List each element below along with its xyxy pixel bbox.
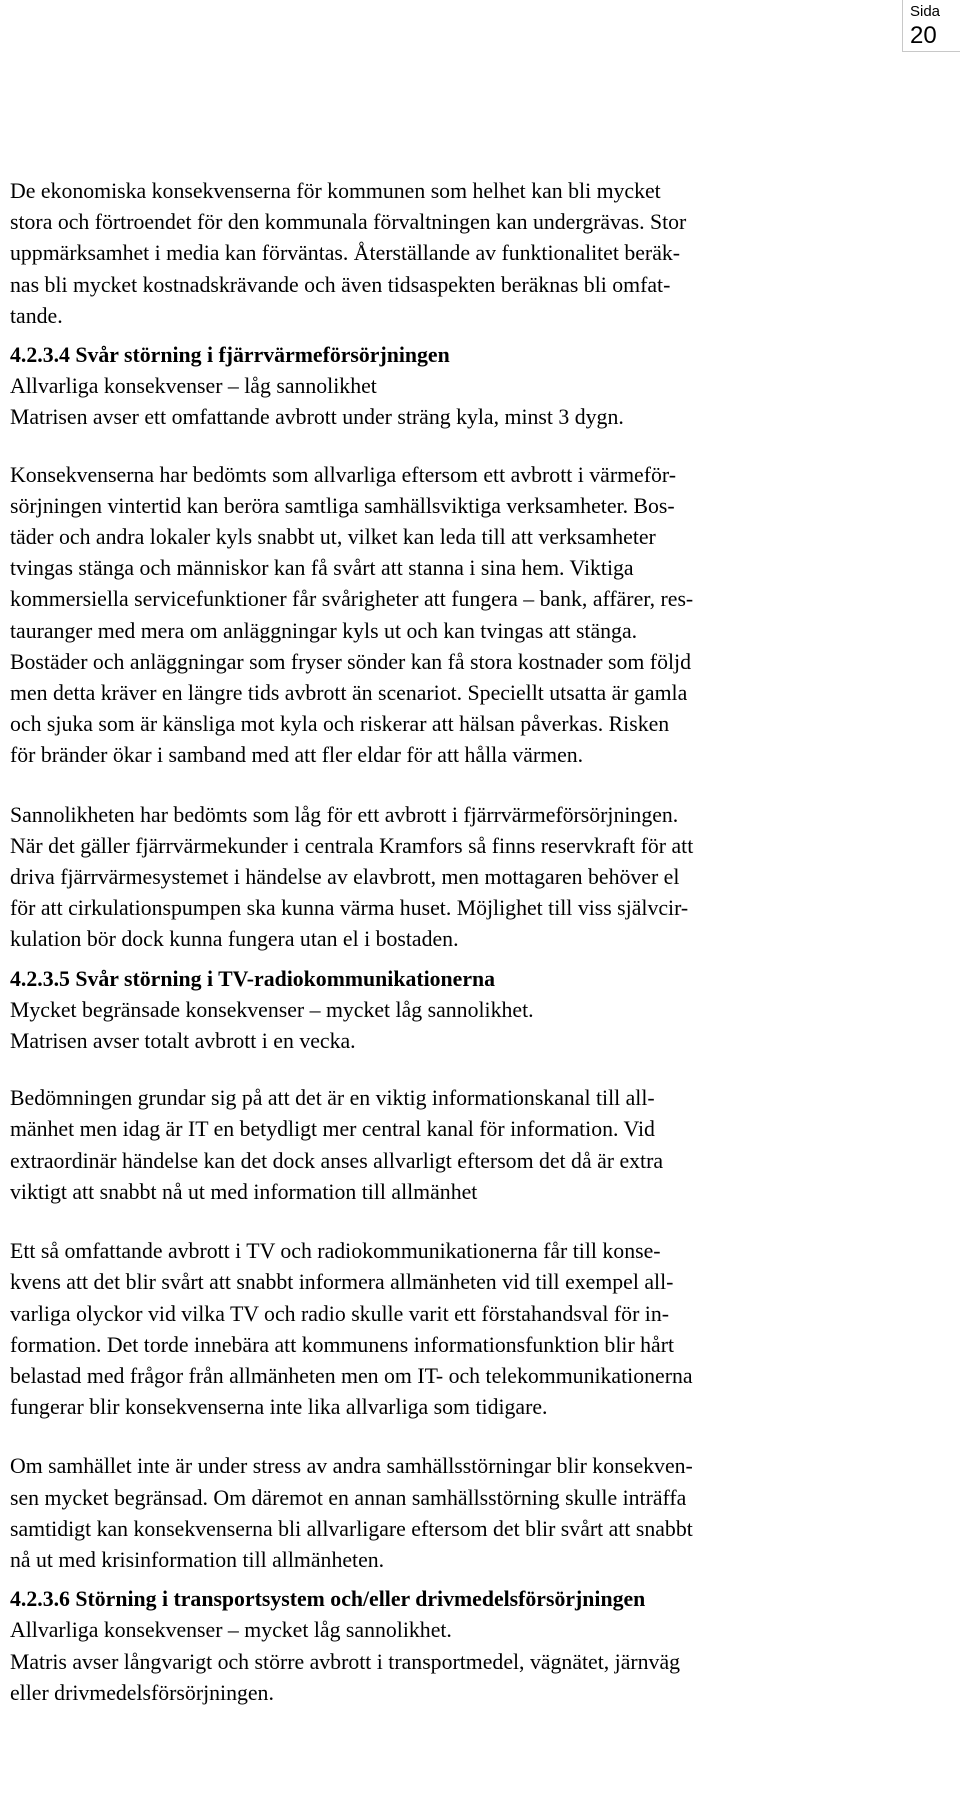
page-number-value: 20 — [910, 22, 937, 49]
section-paragraph — [10, 1083, 900, 1208]
section-subtitle: Allvarliga konsekvenser – mycket låg sannolikhet. — [10, 1618, 452, 1643]
text-line: för bränder ökar i samband med att fler eldar för att hålla värmen. — [10, 743, 584, 768]
section-4-2-3-6 — [10, 1584, 900, 1709]
text-line: När det gäller fjärrvärmekunder i centrala Kramfors så finns reservkraft för att — [10, 833, 694, 858]
section-matrix-note: Matrisen avser ett omfattande avbrott under sträng kyla, minst 3 dygn. — [10, 405, 624, 430]
text-line: driva fjärrvärmesystemet i händelse av elavbrott, men mottagaren behöver el — [10, 865, 680, 890]
text-line: tauranger med mera om anläggningar kyls ut och kan tvingas att stänga. — [10, 618, 638, 643]
text-line: sörjningen vintertid kan beröra samtliga samhällsviktiga verksamheter. Bos- — [10, 493, 675, 518]
intro-paragraph — [10, 176, 900, 332]
text-line: Om samhället inte är under stress av andra samhällsstörningar blir konsekven- — [10, 1454, 693, 1479]
text-line: samtidigt kan konsekvenserna bli allvarligare eftersom det blir svårt att snabbt — [10, 1516, 693, 1541]
text-line: Konsekvenserna har bedömts som allvarliga eftersom ett avbrott i värmeför- — [10, 462, 676, 487]
text-line: sen mycket begränsad. Om däremot en annan samhällsstörning skulle inträffa — [10, 1485, 687, 1510]
text-line: Sannolikheten har bedömts som låg för ett avbrott i fjärrvärmeförsörjningen. — [10, 802, 679, 827]
section-paragraph — [10, 800, 900, 956]
section-matrix-note: Matris avser långvarigt och större avbrott i transportmedel, vägnätet, järnväg — [10, 1649, 681, 1674]
text-line: Bostäder och anläggningar som fryser sönder kan få stora kostnader som följd — [10, 649, 691, 674]
page-number-box — [902, 0, 960, 52]
page-number-label: Sida — [910, 3, 941, 20]
text-line: men detta kräver en längre tids avbrott än scenariot. Speciellt utsatta är gamla — [10, 681, 688, 706]
section-4-2-3-4 — [10, 340, 900, 956]
section-matrix-note: Matrisen avser totalt avbrott i en vecka. — [10, 1029, 356, 1054]
text-line: uppmärksamhet i media kan förväntas. Återställande av funktionalitet beräk- — [10, 241, 681, 266]
text-line: kommersiella servicefunktioner får svårigheter att fungera – bank, affärer, res- — [10, 587, 694, 612]
section-paragraph — [10, 1236, 900, 1423]
section-matrix-note: eller drivmedelsförsörjningen. — [10, 1680, 274, 1705]
text-line: formation. Det torde innebära att kommunens informationsfunktion blir hårt — [10, 1332, 675, 1357]
text-line: Bedömningen grundar sig på att det är en viktig informationskanal till all- — [10, 1086, 655, 1111]
text-line: nå ut med krisinformation till allmänheten. — [10, 1547, 385, 1572]
section-paragraph — [10, 460, 900, 772]
section-4-2-3-5 — [10, 964, 900, 1576]
text-line: tvingas stänga och människor kan få svårt att stanna i sina hem. Viktiga — [10, 556, 634, 581]
text-line: belastad med frågor från allmänheten men om IT- och telekommunikationerna — [10, 1363, 693, 1388]
text-line: extraordinär händelse kan det dock anses allvarligt eftersom det då är extra — [10, 1148, 664, 1173]
text-line: stora och förtroendet för den kommunala förvaltningen kan undergrävas. Stor — [10, 210, 687, 235]
text-line: och sjuka som är känsliga mot kyla och riskerar att hälsan påverkas. Risken — [10, 712, 670, 737]
section-heading: 4.2.3.5 Svår störning i TV-radiokommunikationerna — [10, 966, 496, 991]
text-line: viktigt att snabbt nå ut med information till allmänhet — [10, 1179, 478, 1204]
section-subtitle: Allvarliga konsekvenser – låg sannolikhet — [10, 374, 377, 399]
text-line: kulation bör dock kunna fungera utan el i bostaden. — [10, 927, 459, 952]
section-heading: 4.2.3.4 Svår störning i fjärrvärmeförsörjningen — [10, 343, 450, 368]
text-line: varliga olyckor vid vilka TV och radio skulle varit ett förstahandsval för in- — [10, 1301, 669, 1326]
section-heading: 4.2.3.6 Störning i transportsystem och/eller drivmedelsförsörjningen — [10, 1587, 646, 1612]
text-line: täder och andra lokaler kyls snabbt ut, vilket kan leda till att verksamheter — [10, 525, 656, 550]
document-body — [10, 176, 900, 1709]
text-line: för att cirkulationspumpen ska kunna värma huset. Möjlighet till viss självcir- — [10, 896, 689, 921]
text-line: fungerar blir konsekvenserna inte lika allvarliga som tidigare. — [10, 1395, 548, 1420]
text-line: nas bli mycket kostnadskrävande och även tidsaspekten beräknas bli omfat- — [10, 272, 671, 297]
text-line: kvens att det blir svårt att snabbt informera allmänheten vid till exempel all- — [10, 1270, 674, 1295]
section-paragraph — [10, 1451, 900, 1576]
text-line: De ekonomiska konsekvenserna för kommunen som helhet kan bli mycket — [10, 179, 661, 203]
text-line: Ett så omfattande avbrott i TV och radiokommunikationerna får till konse- — [10, 1239, 661, 1264]
text-line: tande. — [10, 303, 63, 328]
text-line: mänhet men idag är IT en betydligt mer central kanal för information. Vid — [10, 1117, 655, 1142]
section-subtitle: Mycket begränsade konsekvenser – mycket låg sannolikhet. — [10, 997, 534, 1022]
